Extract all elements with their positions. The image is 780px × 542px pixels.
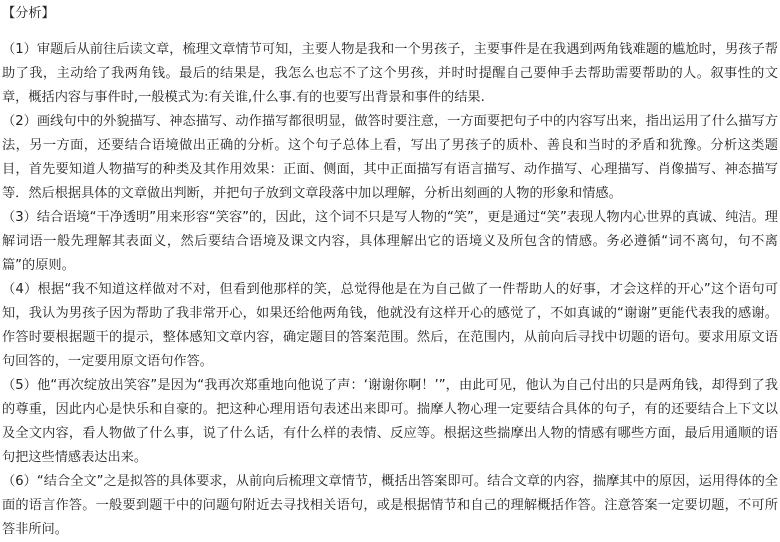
analysis-paragraph-2: （2）画线句中的外貌描写、神态描写、动作描写都很明显，做答时要注意，一方面要把句子中的内容写出来，指出运用了什么描写方法，另一方面，还要结合语境做出正确的分析。这个句子总体上看，写出了男孩子的质朴、善良和当时的矛盾和犹豫。分析这类题目，首先要知道人物描写的种类及其作用效果：正面、侧面，其中正面描写有语言描写、动作描写、心理描写、肖像描写、神态描写等．然后根据具体的文章做出判断，并把句子放到文章段落中加以理解，分析出刻画的人物的形象和情感。: [2, 114, 778, 201]
analysis-document: [2, 2, 778, 542]
analysis-heading: 【分析】: [2, 6, 55, 21]
analysis-paragraph-4: （4）根据“我不知道这样做对不对，但看到他那样的笑，总觉得他是在为自己做了一件帮助人的好事，才会这样的开心”这个语句可知，我认为男孩子因为帮助了我非常开心，如果还给他两角钱，他就没有这样开心的感觉了，不如真诚的“谢谢”更能代表我的感谢。作答时要根据题干的提示，整体感知文章内容，确定题目的答案范围。然后，在范围内，从前向后寻找中切题的语句。要求用原文语句回答的，一定要用原文语句作答。: [2, 282, 778, 369]
analysis-paragraph-6: （6）“结合全文”之是拟答的具体要求，从前向后梳理文章情节，概括出答案即可。结合文章的内容，揣摩其中的原因，运用得体的全面的语言作答。一般要到题干中的问题句附近去寻找相关语句，或是根据情节和自己的理解概括作答。注意答案一定要切题，不可所答非所问。: [2, 474, 778, 537]
analysis-paragraph-5: （5）他“再次绽放出笑容”是因为“我再次郑重地向他说了声：‘谢谢你啊！’”，由此可见，他认为自己付出的只是两角钱，却得到了我的尊重，因此内心是快乐和自豪的。把这种心理用语句表述出来即可。揣摩人物心理一定要结合具体的句子，有的还要结合上下文以及全文内容，看人物做了什么事，说了什么话，有什么样的表情、反应等。根据这些揣摩出人物的情感有哪些方面，最后用通顺的语句把这些情感表达出来。: [2, 378, 778, 465]
analysis-paragraph-1: （1）审题后从前往后读文章，梳理文章情节可知，主要人物是我和一个男孩子，主要事件是在我遇到两角钱难题的尴尬时，男孩子帮助了我，主动给了我两角钱。最后的结果是，我怎么也忘不了这个男孩，并时时提醒自己要伸手去帮助需要帮助的人。叙事性的文章，概括内容与事件时,一般模式为:有关谁,什么事.有的也要写出背景和事件的结果.: [2, 42, 778, 105]
analysis-paragraph-3: （3）结合语境“干净透明”用来形容“笑容”的，因此，这个词不只是写人物的“笑”，更是通过“笑”表现人物内心世界的真诚、纯洁。理解词语一般先理解其表面义，然后要结合语境及课文内容，具体理解出它的语境义及所包含的情感。务必遵循“词不离句，句不离篇”的原则。: [2, 210, 778, 273]
